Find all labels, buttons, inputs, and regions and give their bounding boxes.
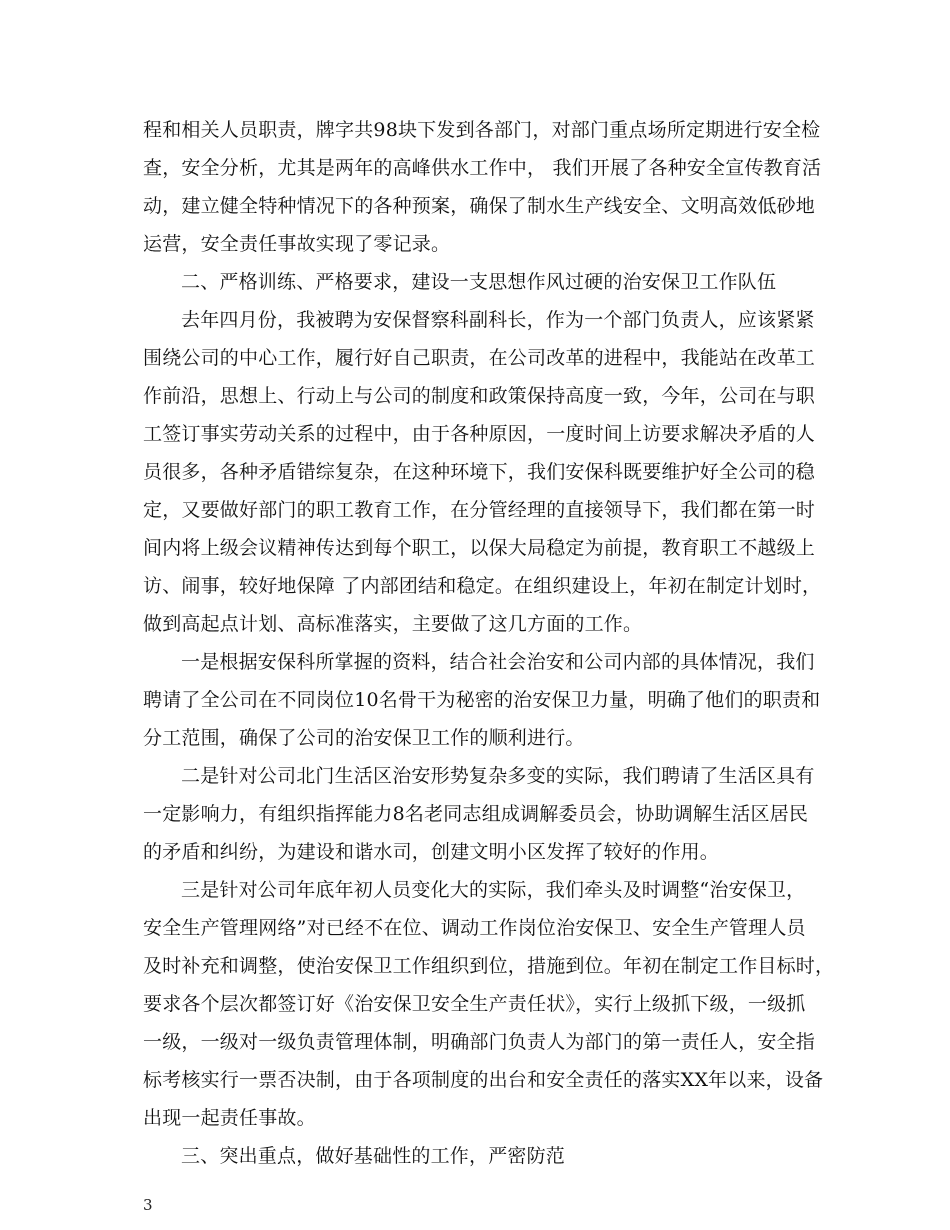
page-number: 3 (143, 1196, 153, 1214)
body-text-line: 查，安全分析，尤其是两年的高峰供水工作中， 我们开展了各种安全宣传教育活 (143, 157, 822, 179)
body-text-line: 一级，一级对一级负责管理体制，明确部门负责人为部门的第一责任人，安全指 (143, 1031, 816, 1053)
section-heading: 三、突出重点，做好基础性的工作，严密防范 (181, 1145, 566, 1167)
body-text-line: 及时补充和调整，使治安保卫工作组织到位，措施到位。年初在制定工作目标时， (143, 955, 835, 977)
section-heading: 二、严格训练、严格要求，建设一支思想作风过硬的治安保卫工作队伍 (181, 271, 777, 293)
body-text-line: 去年四月份，我被聘为安保督察科副科长，作为一个部门负责人，应该紧紧 (181, 309, 815, 331)
body-text-line: 聘请了全公司在不同岗位10名骨干为秘密的治安保卫力量，明确了他们的职责和 (143, 689, 821, 711)
body-text-line: 运营，安全责任事故实现了零记录。 (143, 233, 451, 255)
body-text-line: 访、闹事，较好地保障 了内部团结和稳定。在组织建设上，年初在制定计划时， (143, 575, 822, 597)
body-text-line: 工签订事实劳动关系的过程中，由于各种原因，一度时间上访要求解决矛盾的人 (143, 423, 816, 445)
body-text-line: 安全生产管理网络”对已经不在位、调动工作岗位治安保卫、安全生产管理人员 (143, 917, 806, 939)
body-text-line: 一是根据安保科所掌握的资料，结合社会治安和公司内部的具体情况，我们 (181, 651, 815, 673)
body-text-line: 定，又要做好部门的职工教育工作，在分管经理的直接领导下，我们都在第一时 (143, 499, 816, 521)
body-text-line: 做到高起点计划、高标准落实，主要做了这几方面的工作。 (143, 613, 643, 635)
body-text-line: 二是针对公司北门生活区治安形势复杂多变的实际，我们聘请了生活区具有 (181, 765, 815, 787)
body-text-line: 分工范围，确保了公司的治安保卫工作的顺利进行。 (143, 727, 585, 749)
body-text-line: 员很多，各种矛盾错综复杂，在这种环境下，我们安保科既要维护好全公司的稳 (143, 461, 816, 483)
body-text-line: 程和相关人员职责，牌字共98块下发到各部门，对部门重点场所定期进行安全检 (143, 119, 821, 141)
body-text-line: 围绕公司的中心工作，履行好自己职责，在公司改革的进程中，我能站在改革工 (143, 347, 816, 369)
body-text-line: 间内将上级会议精神传达到每个职工，以保大局稳定为前提，教育职工不越级上 (143, 537, 816, 559)
body-text-line: 要求各个层次都签订好《治安保卫安全生产责任状》，实行上级抓下级，一级抓 (143, 993, 806, 1015)
body-text-line: 三是针对公司年底年初人员变化大的实际，我们牵头及时调整“治安保卫， (181, 879, 806, 901)
body-text-line: 出现一起责任事故。 (143, 1107, 316, 1129)
body-text-line: 的矛盾和纠纷，为建设和谐水司，创建文明小区发挥了较好的作用。 (143, 841, 720, 863)
body-text-line: 作前沿，思想上、行动上与公司的制度和政策保持高度一致，今年，公司在与职 (143, 385, 816, 407)
body-text-line: 一定影响力，有组织指挥能力8名老同志组成调解委员会，协助调解生活区居民 (143, 803, 809, 825)
body-text-line: 标考核实行一票否决制，由于各项制度的出台和安全责任的落实XX年以来，设备 (143, 1069, 824, 1091)
body-text-line: 动，建立健全特种情况下的各种预案，确保了制水生产线安全、文明高效低砂地 (143, 195, 816, 217)
